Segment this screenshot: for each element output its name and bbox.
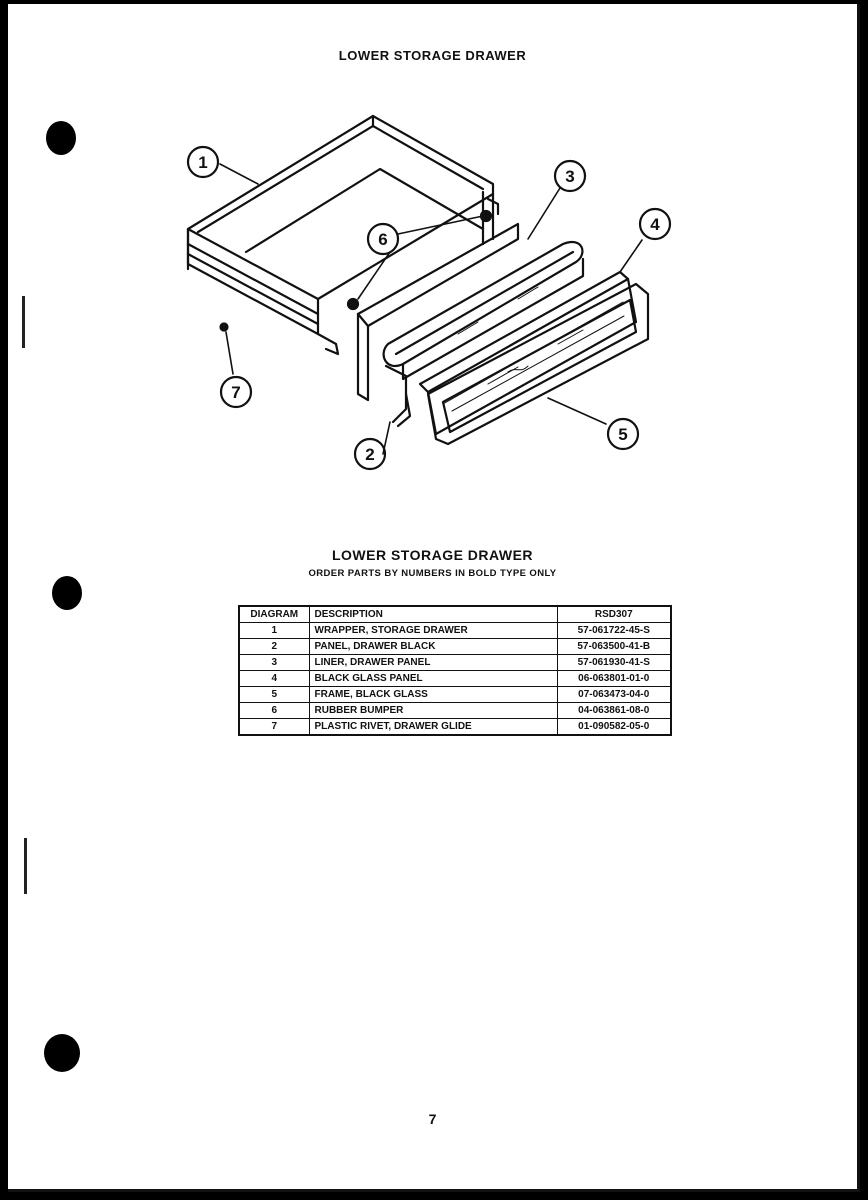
part-number: 57-063500-41-B: [557, 639, 671, 655]
binder-hole-middle: [52, 576, 82, 610]
binder-hole-bottom: [44, 1034, 80, 1072]
diagram-number: 4: [239, 671, 309, 687]
column-header-model: RSD307: [557, 606, 671, 623]
diagram-number: 2: [239, 639, 309, 655]
table-row: [239, 703, 671, 719]
callout-5: 5: [618, 425, 628, 444]
page-title: LOWER STORAGE DRAWER: [338, 48, 527, 63]
table-row: [239, 639, 671, 655]
parts-section-subtitle: ORDER PARTS BY NUMBERS IN BOLD TYPE ONLY: [308, 568, 557, 579]
diagram-number: 3: [239, 655, 309, 671]
catalog-page: [8, 4, 860, 1192]
callout-6: 6: [378, 230, 388, 249]
part-description: BLACK GLASS PANEL: [309, 671, 557, 687]
callout-1: 1: [198, 153, 208, 172]
scan-mark: [22, 296, 25, 348]
table-row: [239, 719, 671, 736]
diagram-number: 1: [239, 623, 309, 639]
table-row: [239, 671, 671, 687]
part-description: PLASTIC RIVET, DRAWER GLIDE: [309, 719, 557, 736]
part-number: 04-063861-08-0: [557, 703, 671, 719]
diagram-number: 6: [239, 703, 309, 719]
black-glass-panel-drawing: [420, 272, 636, 434]
callout-2: 2: [365, 445, 375, 464]
parts-table-header: [239, 606, 671, 623]
exploded-parts-diagram: [158, 104, 718, 504]
part-description: WRAPPER, STORAGE DRAWER: [309, 623, 557, 639]
parts-table: [238, 605, 672, 736]
diagram-number: 7: [239, 719, 309, 736]
table-row: [239, 623, 671, 639]
diagram-number: 5: [239, 687, 309, 703]
part-number: 06-063801-01-0: [557, 671, 671, 687]
part-number: 57-061722-45-S: [557, 623, 671, 639]
parts-section-title: LOWER STORAGE DRAWER: [331, 547, 534, 563]
table-row: [239, 655, 671, 671]
callout-7: 7: [231, 383, 241, 402]
part-description: PANEL, DRAWER BLACK: [309, 639, 557, 655]
drawer-wrapper-drawing: [188, 116, 498, 354]
column-header-diagram: DIAGRAM: [239, 606, 309, 623]
scan-mark: [24, 838, 27, 894]
part-description: LINER, DRAWER PANEL: [309, 655, 557, 671]
part-description: FRAME, BLACK GLASS: [309, 687, 557, 703]
column-header-description: DESCRIPTION: [309, 606, 557, 623]
part-number: 07-063473-04-0: [557, 687, 671, 703]
callout-4: 4: [650, 215, 660, 234]
page-number: 7: [428, 1111, 437, 1127]
part-number: 57-061930-41-S: [557, 655, 671, 671]
callout-3: 3: [565, 167, 575, 186]
table-row: [239, 687, 671, 703]
part-description: RUBBER BUMPER: [309, 703, 557, 719]
part-number: 01-090582-05-0: [557, 719, 671, 736]
binder-hole-top: [46, 121, 76, 155]
scan-edge: [0, 1192, 868, 1200]
